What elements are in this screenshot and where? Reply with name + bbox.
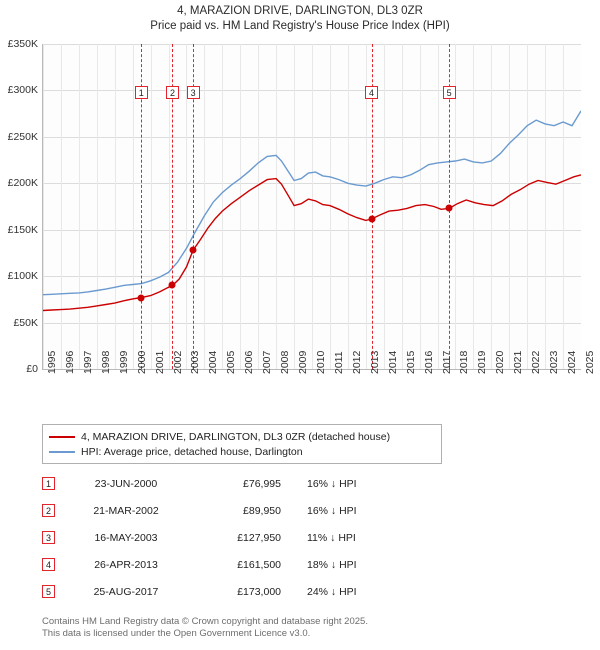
row-index-badge: 4 <box>42 558 55 571</box>
transaction-point[interactable] <box>368 216 375 223</box>
row-hpi-delta: 16% ↓ HPI <box>307 477 357 490</box>
x-axis-tick-label: 2004 <box>207 350 220 374</box>
x-axis-tick-label: 1998 <box>99 350 112 374</box>
x-axis-tick-label: 2017 <box>440 350 453 374</box>
row-date: 26-APR-2013 <box>94 558 158 571</box>
event-marker-badge[interactable]: 4 <box>365 86 378 99</box>
row-hpi-delta: 18% ↓ HPI <box>307 558 357 571</box>
row-price: £89,950 <box>243 504 281 517</box>
plot-area <box>42 44 581 370</box>
row-price: £76,995 <box>243 477 281 490</box>
x-axis-tick-label: 2015 <box>404 350 417 374</box>
row-price: £161,500 <box>237 558 281 571</box>
series-lines <box>43 44 581 369</box>
x-axis-tick-label: 2008 <box>279 350 292 374</box>
series-line <box>43 111 581 295</box>
x-axis-tick-label: 2022 <box>530 350 543 374</box>
x-axis-tick-label: 2003 <box>189 350 202 374</box>
row-price: £173,000 <box>237 585 281 598</box>
plot-canvas <box>43 44 581 369</box>
y-axis-tick-label: £0 <box>26 363 38 375</box>
table-row[interactable] <box>42 524 442 551</box>
transaction-point[interactable] <box>169 282 176 289</box>
event-marker-badge[interactable]: 3 <box>187 86 200 99</box>
y-axis-tick-label: £300K <box>7 84 38 97</box>
x-axis-tick-label: 2011 <box>332 351 345 374</box>
table-row[interactable] <box>42 551 442 578</box>
title-line-2: Price paid vs. HM Land Registry's House Price Index (HPI) <box>150 20 450 32</box>
legend-swatch-blue <box>49 451 75 453</box>
title-line-1: 4, MARAZION DRIVE, DARLINGTON, DL3 0ZR <box>177 5 423 17</box>
event-marker-badge[interactable]: 5 <box>443 86 456 99</box>
y-axis-tick-label: £100K <box>7 270 38 283</box>
x-axis-tick-label: 2007 <box>261 350 274 374</box>
footer-line-1: Contains HM Land Registry data © Crown copyright and database right 2025. <box>42 616 368 627</box>
table-row[interactable] <box>42 497 442 524</box>
row-index-badge: 5 <box>42 585 55 598</box>
row-date: 25-AUG-2017 <box>93 585 159 598</box>
event-marker-badge[interactable]: 2 <box>166 86 179 99</box>
y-axis-tick-label: £350K <box>7 38 38 50</box>
x-axis-tick-label: 2005 <box>225 350 238 374</box>
row-index-badge: 2 <box>42 504 55 517</box>
x-axis-tick-label: 1996 <box>63 350 76 374</box>
x-axis-tick-label: 2023 <box>548 350 561 374</box>
row-price: £127,950 <box>237 531 281 544</box>
y-axis-tick-label: £50K <box>13 316 38 329</box>
x-axis-tick-label: 2016 <box>422 350 435 374</box>
x-axis-tick-label: 1999 <box>117 350 130 374</box>
x-axis-tick-label: 2019 <box>476 350 489 374</box>
footer-line-2: This data is licensed under the Open Government Licence v3.0. <box>42 628 311 639</box>
row-hpi-delta: 16% ↓ HPI <box>307 504 357 517</box>
footer-note <box>42 616 582 640</box>
page-title <box>0 4 600 34</box>
transaction-point[interactable] <box>138 294 145 301</box>
x-axis-tick-label: 1995 <box>46 350 58 374</box>
x-axis-tick-label: 2025 <box>584 350 596 374</box>
row-hpi-delta: 24% ↓ HPI <box>307 585 357 598</box>
row-index-badge: 1 <box>42 477 55 490</box>
x-axis-tick-label: 2013 <box>368 350 381 374</box>
x-axis-tick-label: 2000 <box>135 350 148 374</box>
x-axis-tick-label: 2010 <box>315 350 327 374</box>
row-date: 21-MAR-2002 <box>93 504 159 517</box>
x-axis-tick-label: 2021 <box>512 350 525 374</box>
y-axis-tick-label: £250K <box>7 130 38 143</box>
x-axis-tick-label: 2006 <box>243 350 256 374</box>
x-axis-tick-label: 2014 <box>386 350 399 374</box>
y-axis-tick-label: £150K <box>7 223 38 236</box>
x-axis-tick-label: 2018 <box>458 350 471 374</box>
x-axis-tick-label: 2001 <box>153 350 166 374</box>
row-date: 16-MAY-2003 <box>94 531 158 544</box>
x-axis-tick-label: 2020 <box>494 350 507 374</box>
legend-label-hpi: HPI: Average price, detached house, Darlington <box>81 445 303 458</box>
row-date: 23-JUN-2000 <box>94 477 158 490</box>
x-axis-tick-label: 1997 <box>81 350 94 374</box>
table-row[interactable] <box>42 470 442 497</box>
series-line <box>43 175 581 311</box>
x-axis-tick-label: 2009 <box>297 350 310 374</box>
table-row[interactable] <box>42 578 442 605</box>
x-axis-tick-label: 2012 <box>350 350 363 374</box>
row-hpi-delta: 11% ↓ HPI <box>307 531 356 544</box>
legend-item-hpi <box>49 444 435 459</box>
transaction-point[interactable] <box>446 205 453 212</box>
chart-legend <box>42 424 442 464</box>
event-marker-badge[interactable]: 1 <box>135 86 148 99</box>
legend-swatch-red <box>49 436 75 438</box>
legend-item-price-paid <box>49 429 435 444</box>
x-axis-tick-label: 2002 <box>171 350 184 374</box>
transactions-table <box>42 470 442 605</box>
transaction-point[interactable] <box>190 247 197 254</box>
legend-label-price-paid: 4, MARAZION DRIVE, DARLINGTON, DL3 0ZR (detached house) <box>81 430 391 443</box>
x-axis-tick-label: 2024 <box>566 350 579 374</box>
row-index-badge: 3 <box>42 531 55 544</box>
y-axis-tick-label: £200K <box>7 177 38 190</box>
